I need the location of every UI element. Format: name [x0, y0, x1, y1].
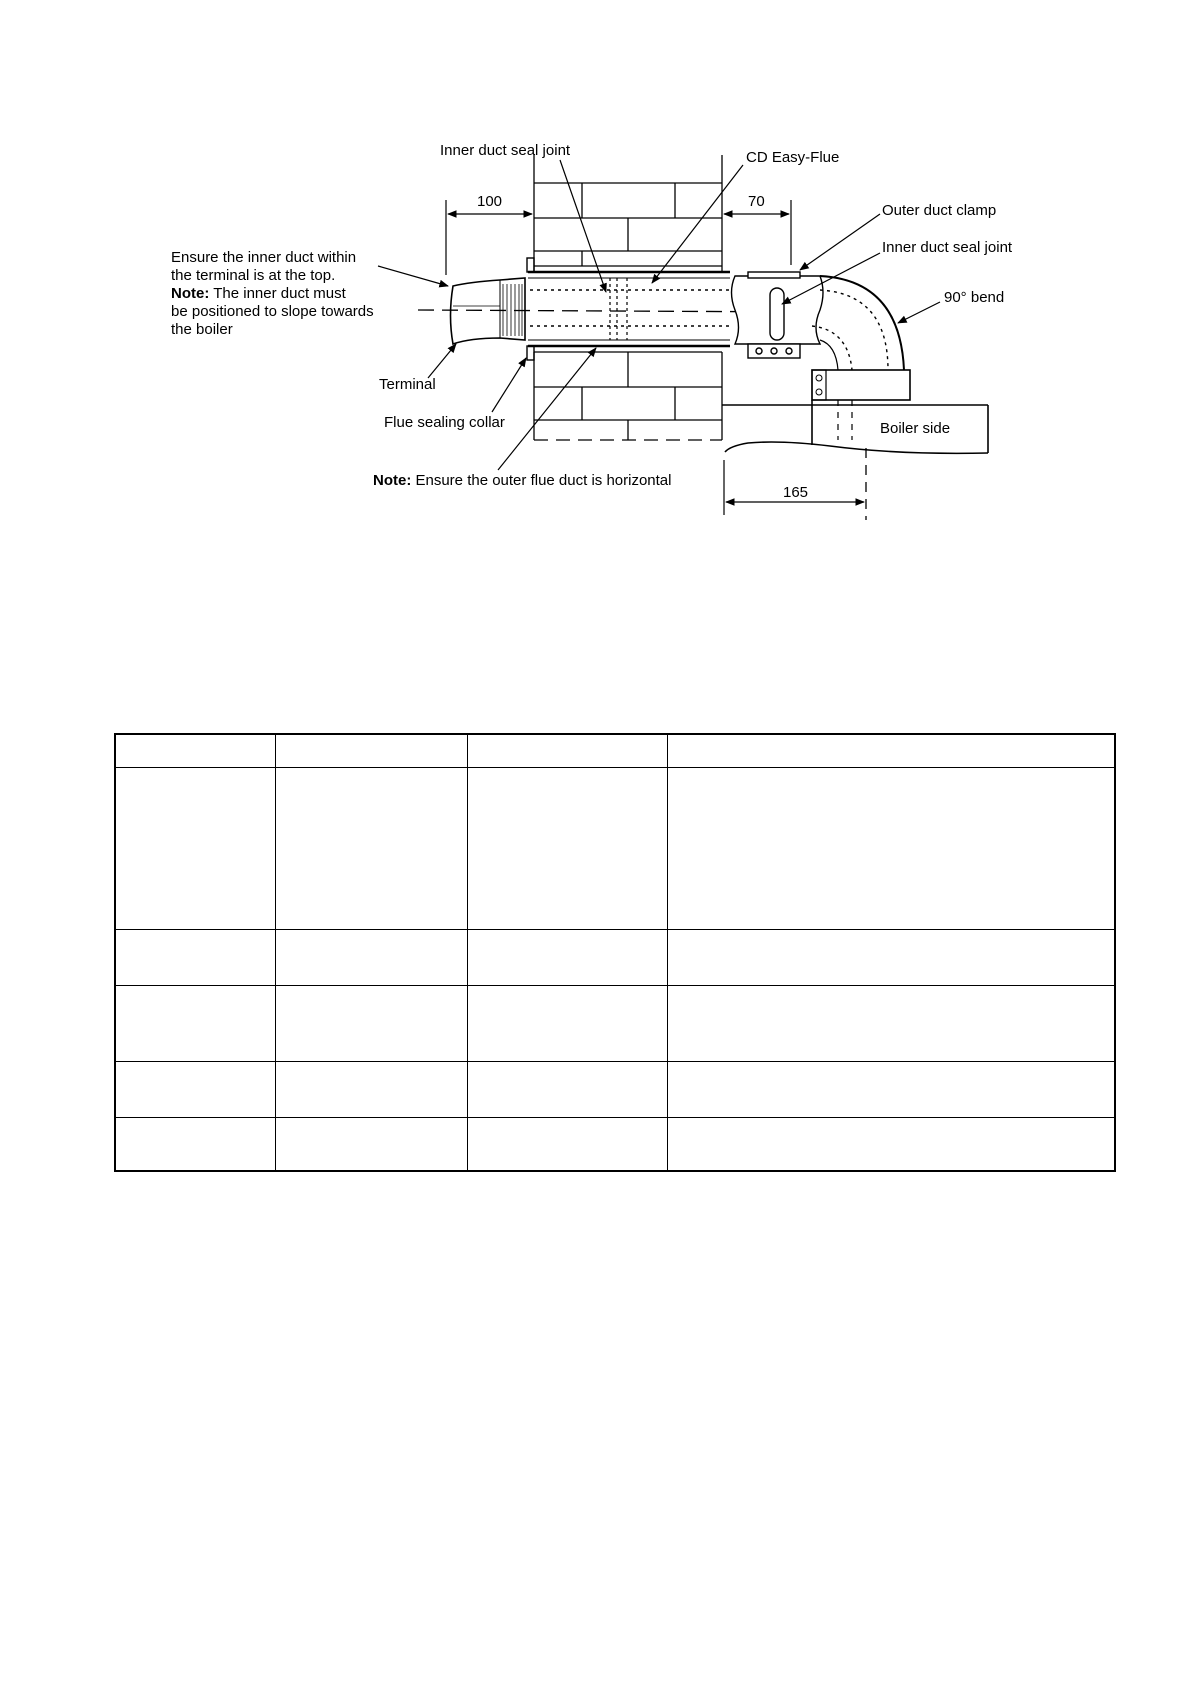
wall-brickwork — [534, 155, 722, 440]
label-easy-flue: CD Easy-Flue — [746, 149, 840, 166]
table-cell — [667, 1117, 1115, 1171]
empty-table — [114, 733, 1116, 1172]
table-cell — [667, 767, 1115, 929]
table-cell — [275, 1061, 467, 1117]
table-cell — [467, 1117, 667, 1171]
label-outer-clamp: Outer duct clamp — [882, 202, 997, 219]
table-cell — [667, 1061, 1115, 1117]
dim-bottom: 165 — [783, 484, 809, 501]
flue-installation-diagram — [0, 0, 1190, 560]
dimension-lines — [446, 200, 864, 515]
table-cell — [275, 734, 467, 767]
table-row — [115, 767, 1115, 929]
table-cell — [275, 1117, 467, 1171]
table-cell — [275, 985, 467, 1061]
table-cell — [467, 929, 667, 985]
table-cell — [667, 929, 1115, 985]
dim-left: 100 — [477, 193, 503, 210]
label-note-line1 — [171, 285, 347, 302]
label-note-line3: the boiler — [171, 321, 233, 338]
bend-90 — [812, 276, 910, 440]
label-bend: 90° bend — [944, 289, 1005, 306]
outer-duct-clamp — [732, 272, 824, 358]
label-ensure-2: the terminal is at the top. — [171, 267, 336, 284]
table-cell — [667, 734, 1115, 767]
label-bottom-note — [373, 472, 671, 489]
table-cell — [467, 734, 667, 767]
table-cell — [667, 985, 1115, 1061]
label-sealing-collar: Flue sealing collar — [384, 414, 505, 431]
bottom-note-label: Note: — [373, 472, 412, 489]
bottom-note-rest: Ensure the outer flue duct is horizontal — [411, 472, 672, 489]
table-cell — [115, 734, 275, 767]
table-row — [115, 1117, 1115, 1171]
table-cell — [115, 1061, 275, 1117]
table-cell — [275, 767, 467, 929]
dim-right: 70 — [748, 193, 765, 210]
table-cell — [467, 985, 667, 1061]
outer-flue-duct — [527, 258, 730, 360]
label-inner-seal-top: Inner duct seal joint — [440, 142, 571, 159]
table-cell — [115, 1117, 275, 1171]
table-cell — [467, 1061, 667, 1117]
table-cell — [115, 929, 275, 985]
label-inner-seal-right: Inner duct seal joint — [882, 239, 1013, 256]
table-cell — [467, 767, 667, 929]
table-cell — [115, 985, 275, 1061]
table-row — [115, 1061, 1115, 1117]
table-cell — [275, 929, 467, 985]
note-label: Note: — [171, 285, 210, 302]
table-row — [115, 734, 1115, 767]
terminal — [451, 278, 526, 344]
table-cell — [115, 767, 275, 929]
label-terminal: Terminal — [379, 376, 436, 393]
note-rest: The inner duct must — [209, 285, 346, 302]
label-ensure-1: Ensure the inner duct within — [171, 249, 357, 266]
table-row — [115, 985, 1115, 1061]
table-row — [115, 929, 1115, 985]
label-boiler-side: Boiler side — [880, 420, 951, 437]
label-note-line2: be positioned to slope towards — [171, 303, 374, 320]
